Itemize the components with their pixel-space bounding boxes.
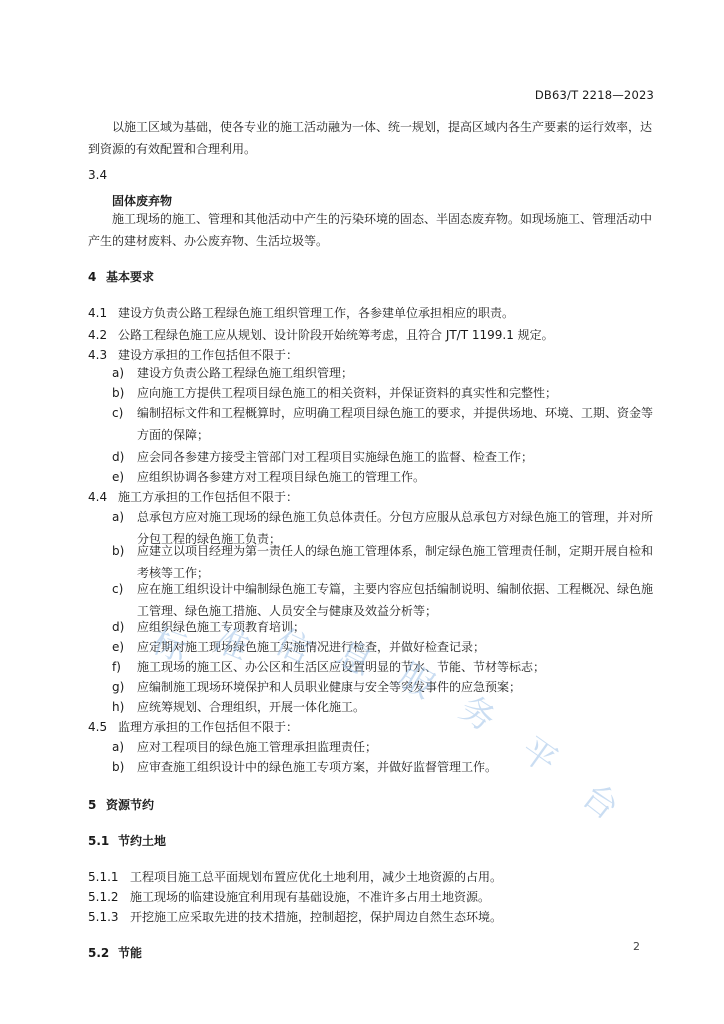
list-item-letter: d) <box>112 620 125 634</box>
section-5-number: 5 <box>88 798 97 812</box>
term-definition-text: 施工现场的施工、管理和其他活动中产生的污染环境的固态、半固态废弃物。如现场施工、管理活动中产生的建材废料、办公废弃物、生活垃圾等。 <box>88 212 653 248</box>
clause-4-1-text: 建设方负责公路工程绿色施工组织管理工作，各参建单位承担相应的职责。 <box>118 306 515 320</box>
list-item-text: 应建立以项目经理为第一责任人的绿色施工管理体系，制定绿色施工管理责任制，定期开展自检和考核等工作； <box>137 544 654 580</box>
list-item-text: 总承包方应对施工现场的绿色施工负总体责任。分包方应服从总承包方对绿色施工的管理，并对所分包工程的绿色施工负责； <box>137 510 654 546</box>
list-item-letter: c) <box>112 582 124 596</box>
watermark-glyph: 信 <box>269 621 317 673</box>
clause-5-1-2-number: 5.1.2 <box>88 890 119 904</box>
intro-text: 以施工区域为基础，使各专业的施工活动融为一体、统一规划，提高区域内各生产要素的运行效率，达到资源的有效配置和合理利用。 <box>88 120 653 156</box>
list-item-text: 编制招标文件和工程概算时，应明确工程项目绿色施工的要求，并提供场地、环境、工期、资金等方面的保障； <box>137 406 654 442</box>
clause-5-1-1-text: 工程项目施工总平面规划布置应优化土地利用，减少土地资源的占用。 <box>130 870 503 884</box>
list-item-letter: g) <box>112 680 125 694</box>
list-item-text: 应组织协调各参建方对工程项目绿色施工的管理工作。 <box>137 470 426 484</box>
list-item-letter: a) <box>112 510 125 524</box>
list-item-text: 应统筹规划、合理组织，开展一体化施工。 <box>137 700 366 714</box>
clause-5-1-1-number: 5.1.1 <box>88 870 119 884</box>
clause-4-5-number: 4.5 <box>88 720 108 734</box>
section-5-2-title: 节能 <box>118 946 143 960</box>
watermark-glyph: 准 <box>207 618 255 669</box>
list-item-letter: b) <box>112 386 125 400</box>
watermark-glyph: 标 <box>146 620 193 671</box>
clause-4-1-number: 4.1 <box>88 306 108 320</box>
section-4-title: 基本要求 <box>106 270 155 284</box>
section-5-1-title: 节约土地 <box>118 834 167 848</box>
list-item-text: 应会同各参建方接受主管部门对工程项目实施绿色施工的监督、检查工作； <box>137 450 534 464</box>
clause-4-2-number: 4.2 <box>88 328 108 342</box>
term-solid-waste: 固体废弃物 <box>112 194 173 208</box>
list-item-letter: e) <box>112 470 125 484</box>
watermark-glyph: 务 <box>452 688 503 741</box>
list-item-text: 应向施工方提供工程项目绿色施工的相关资料，并保证资料的真实性和完整性； <box>137 386 558 400</box>
list-item-text: 应定期对施工现场绿色施工实施情况进行检查，并做好检查记录； <box>137 640 486 654</box>
clause-4-4-text: 施工方承担的工作包括但不限于： <box>118 490 299 504</box>
term-definition <box>88 208 658 252</box>
section-5-1-number: 5.1 <box>88 834 110 848</box>
list-item-letter: a) <box>112 366 125 380</box>
list-item-text: 应在施工组织设计中编制绿色施工专篇，主要内容应包括编制说明、编制依据、工程概况、绿色施工管理、绿色施工措施、人员安全与健康及效益分析等； <box>137 582 654 618</box>
list-item-letter: f) <box>112 660 121 674</box>
list-item-text: 建设方负责公路工程绿色施工组织管理； <box>137 366 354 380</box>
list-item-letter: c) <box>112 406 124 420</box>
watermark-glyph: 台 <box>574 775 626 829</box>
list-item-letter: e) <box>112 640 125 654</box>
list-item-text: 应对工程项目的绿色施工管理承担监理责任； <box>137 740 378 754</box>
section-4-number: 4 <box>88 270 97 284</box>
list-item-letter: b) <box>112 544 125 558</box>
list-item-letter: d) <box>112 450 125 464</box>
list-item-text: 应组织绿色施工专项教育培训； <box>137 620 306 634</box>
section-5-2-number: 5.2 <box>88 946 110 960</box>
clause-5-1-2-text: 施工现场的临建设施宜利用现有基础设施，不准许多占用土地资源。 <box>130 890 491 904</box>
intro-paragraph <box>88 116 658 160</box>
list-item-text: 应编制施工现场环境保护和人员职业健康与安全等突发事件的应急预案； <box>137 680 522 694</box>
clause-5-1-3-number: 5.1.3 <box>88 910 119 924</box>
clause-4-3-number: 4.3 <box>88 348 108 362</box>
clause-5-1-3-text: 开挖施工应采取先进的技术措施，控制超挖，保护周边自然生态环境。 <box>130 910 503 924</box>
watermark-glyph: 平 <box>513 729 565 782</box>
standard-code: DB63/T 2218—2023 <box>534 88 654 102</box>
page-number: 2 <box>633 940 640 953</box>
watermark-glyph: 服 <box>391 655 441 708</box>
list-item-letter: b) <box>112 760 125 774</box>
section-5-title: 资源节约 <box>106 798 155 812</box>
clause-3-4-number: 3.4 <box>88 168 108 182</box>
list-item-letter: h) <box>112 700 125 714</box>
list-item-letter: a) <box>112 740 125 754</box>
clause-4-2-text: 公路工程绿色施工应从规划、设计阶段开始统筹考虑，且符合 JT/T 1199.1 规定。 <box>118 328 554 342</box>
clause-4-4-number: 4.4 <box>88 490 108 504</box>
list-item-text: 应审查施工组织设计中的绿色施工专项方案，并做好监督管理工作。 <box>137 760 498 774</box>
list-item-text: 施工现场的施工区、办公区和生活区应设置明显的节水、节能、节材等标志； <box>137 660 546 674</box>
clause-4-3-text: 建设方承担的工作包括但不限于： <box>118 348 299 362</box>
watermark-glyph: 息 <box>330 633 379 685</box>
clause-4-5-text: 监理方承担的工作包括但不限于： <box>118 720 299 734</box>
